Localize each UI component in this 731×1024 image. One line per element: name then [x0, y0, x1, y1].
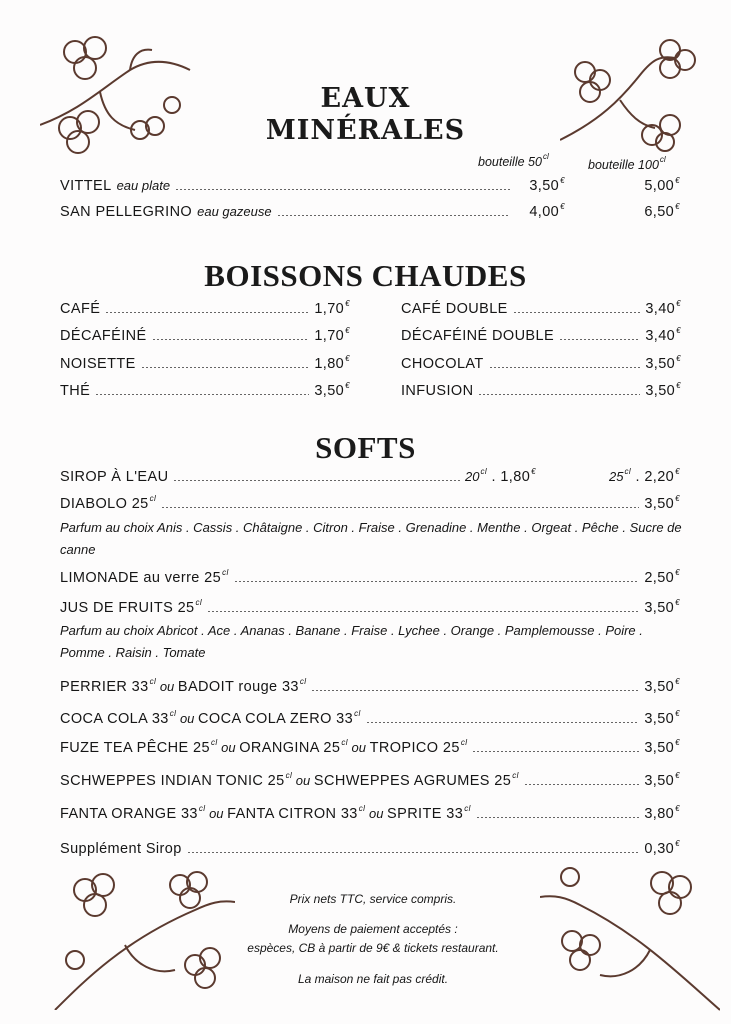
- menu-item-boisson-chaude: [401, 354, 681, 372]
- price-value: 3,40: [645, 328, 676, 344]
- item-price: [645, 326, 681, 344]
- currency-symbol: €: [675, 677, 680, 686]
- currency-symbol: €: [345, 326, 350, 335]
- price-value: 3,50: [644, 679, 675, 695]
- item-name-part: COCA COLA ZERO 33: [198, 711, 354, 727]
- item-name: INFUSION: [401, 383, 474, 399]
- item-flavours: Parfum au choix Abricot . Ace . Ananas . Banane . Fraise . Lychee . Orange . Pamplemousse . Poire . Pomme . Raisin . Tomate: [60, 623, 643, 660]
- price-value: 1,70: [314, 301, 345, 317]
- menu-item-soft: [60, 738, 680, 756]
- price-value: 6,50: [644, 204, 675, 220]
- currency-symbol: €: [560, 202, 565, 211]
- price-value: 3,50: [644, 740, 675, 756]
- price-value: 0,30: [644, 841, 675, 857]
- dot-leader: [173, 480, 460, 481]
- item-name-part: SCHWEPPES AGRUMES 25: [313, 773, 512, 789]
- column-header-50cl: bouteille $50^{cl}$: [478, 152, 549, 169]
- menu-item-boisson-chaude: [60, 381, 350, 399]
- price-value: 3,50: [644, 711, 675, 727]
- item-name-part: cl: [198, 804, 206, 813]
- price-value: 3,50: [314, 383, 345, 399]
- price-value: 1,80: [314, 356, 345, 372]
- item-name-part: ou: [217, 740, 240, 755]
- item-name: [60, 841, 182, 857]
- column-header-100cl: bouteille $100^{cl}$: [588, 155, 666, 172]
- item-name-part: BADOIT rouge 33: [177, 679, 299, 695]
- item-price: [645, 354, 681, 372]
- item-name: NOISETTE: [60, 356, 136, 372]
- item-price: [565, 202, 680, 220]
- dot-leader: [141, 367, 310, 368]
- item-name-part: ORANGINA 25: [239, 740, 341, 756]
- item-name: DÉCAFÉINÉ DOUBLE: [401, 328, 555, 344]
- currency-symbol: €: [675, 771, 680, 780]
- item-name-part: FANTA CITRON 33: [227, 806, 358, 822]
- item-price: [565, 176, 680, 194]
- currency-symbol: €: [560, 176, 565, 185]
- item-name: VITTEL: [60, 178, 112, 194]
- item-name: [60, 598, 202, 616]
- item-flavours: Parfum au choix Anis . Cassis . Châtaigne . Citron . Fraise . Grenadine . Menthe . Orgeat . Pêche . Sucre de canne: [60, 520, 682, 557]
- item-name: [60, 804, 471, 822]
- item-price: [515, 202, 565, 220]
- item-name-part: cl: [285, 771, 293, 780]
- item-name: [60, 709, 361, 727]
- item-name-part: cl: [149, 494, 157, 503]
- item-name-part: TROPICO 25: [369, 740, 460, 756]
- menu-item-soft: [60, 494, 680, 512]
- item-name-part: ou: [347, 740, 370, 755]
- item-price: [644, 771, 680, 789]
- footer-payment-methods: espèces, CB à partir de 9€ & tickets restaurant.: [247, 941, 499, 955]
- item-description: eau gazeuse: [197, 204, 272, 219]
- menu-item-soft: [60, 839, 680, 857]
- menu-item-soft: [60, 709, 680, 727]
- dot-leader: [207, 611, 639, 612]
- item-name: [60, 771, 519, 789]
- item-name-part: ou: [205, 806, 228, 821]
- item-price: [644, 738, 680, 756]
- price-value: 5,00: [644, 178, 675, 194]
- item-name: [60, 494, 156, 512]
- price-value: 1,70: [314, 328, 345, 344]
- currency-symbol: €: [675, 568, 680, 577]
- price-value: 2,50: [644, 570, 675, 586]
- item-name-part: ou: [176, 711, 199, 726]
- item-name-part: cl: [210, 738, 218, 747]
- dot-leader: [105, 312, 309, 313]
- dot-leader: [366, 722, 640, 723]
- menu-item-soft: [60, 677, 680, 695]
- section-title-eaux-line1: EAUX: [320, 83, 411, 114]
- price-value: 3,40: [645, 301, 676, 317]
- currency-symbol: €: [675, 738, 680, 747]
- item-name-part: cl: [149, 677, 157, 686]
- item-price: [644, 839, 680, 857]
- item-name: THÉ: [60, 383, 91, 399]
- item-name: CAFÉ DOUBLE: [401, 301, 508, 317]
- item-name-part: cl: [354, 709, 361, 718]
- dot-leader: [478, 394, 640, 395]
- price-value: 3,80: [644, 806, 675, 822]
- item-name: SAN PELLEGRINO: [60, 204, 193, 220]
- item-name-part: cl: [169, 709, 177, 718]
- currency-symbol: €: [345, 354, 350, 363]
- price-value: 4,00: [529, 204, 560, 220]
- currency-symbol: €: [675, 804, 680, 813]
- menu-item-boisson-chaude: [401, 299, 681, 317]
- footer-credit-note: La maison ne fait pas crédit.: [297, 972, 449, 986]
- menu-item-soft: [60, 804, 680, 822]
- item-price: [515, 176, 565, 194]
- item-name-part: JUS DE FRUITS 25: [60, 600, 195, 616]
- currency-symbol: €: [676, 326, 681, 335]
- item-price: [314, 299, 350, 317]
- currency-symbol: €: [675, 494, 680, 503]
- item-name-part: FANTA ORANGE 33: [60, 806, 198, 822]
- dot-leader: [513, 312, 641, 313]
- dot-leader: [187, 852, 640, 853]
- dot-leader: [161, 507, 639, 508]
- item-name-part: COCA COLA 33: [60, 711, 169, 727]
- item-name: [60, 677, 306, 695]
- footer-prices-note: Prix nets TTC, service compris.: [289, 892, 457, 906]
- item-name: CHOCOLAT: [401, 356, 484, 372]
- item-price: [644, 804, 680, 822]
- item-price: [645, 381, 681, 399]
- dot-leader: [489, 367, 641, 368]
- item-name-part: ou: [292, 773, 314, 788]
- item-name-part: DIABOLO 25: [60, 496, 149, 512]
- item-description: eau plate: [116, 178, 171, 193]
- section-title-softs: SOFTS: [315, 430, 416, 465]
- menu-item-soft: [60, 568, 680, 586]
- item-name-part: cl: [195, 598, 203, 607]
- currency-symbol: €: [675, 202, 680, 211]
- item-name-part: Supplément Sirop: [60, 841, 182, 857]
- currency-symbol: €: [676, 299, 681, 308]
- item-name: SIROP À L'EAU: [60, 469, 169, 485]
- item-name-part: cl: [222, 568, 229, 577]
- section-title-eaux-line2: MINÉRALES: [265, 115, 466, 146]
- currency-symbol: €: [675, 176, 680, 185]
- item-price: [314, 354, 350, 372]
- item-name-part: cl: [460, 738, 468, 747]
- menu-item-boisson-chaude: [401, 381, 681, 399]
- item-price: [644, 568, 680, 586]
- menu-item-soft: [60, 598, 680, 616]
- item-price-25cl: $25^{cl}$ . 2,20€: [608, 467, 680, 485]
- item-price: [644, 677, 680, 695]
- item-name: DÉCAFÉINÉ: [60, 328, 147, 344]
- price-value: 3,50: [645, 356, 676, 372]
- item-price: [314, 381, 350, 399]
- item-name: [60, 738, 467, 756]
- item-name-part: SPRITE 33: [387, 806, 464, 822]
- menu-item-soft: [60, 771, 680, 789]
- item-price: [314, 326, 350, 344]
- price-value: 3,50: [644, 496, 675, 512]
- dot-leader: [559, 339, 640, 340]
- item-name-part: LIMONADE au verre 25: [60, 570, 222, 586]
- menu-item-eau: [60, 202, 680, 220]
- dot-leader: [175, 189, 510, 190]
- item-price-20cl: $20^{cl}$ . 1,80€: [465, 467, 537, 485]
- item-price: [644, 709, 680, 727]
- dot-leader: [277, 215, 510, 216]
- item-name-part: SCHWEPPES INDIAN TONIC 25: [60, 773, 285, 789]
- item-name-part: ou: [365, 806, 388, 821]
- currency-symbol: €: [676, 354, 681, 363]
- dot-leader: [524, 784, 640, 785]
- dot-leader: [476, 817, 640, 818]
- item-name-part: cl: [512, 771, 519, 780]
- price-value: 3,50: [645, 383, 676, 399]
- item-name-part: PERRIER 33: [60, 679, 149, 695]
- currency-symbol: €: [345, 381, 350, 390]
- dot-leader: [472, 751, 639, 752]
- currency-symbol: €: [345, 299, 350, 308]
- item-name-part: cl: [341, 738, 348, 747]
- item-name-part: cl: [464, 804, 471, 813]
- item-name-part: ou: [156, 679, 178, 694]
- price-value: 3,50: [529, 178, 560, 194]
- item-name-part: cl: [299, 677, 307, 686]
- dot-leader: [95, 394, 309, 395]
- menu-item-boisson-chaude: [60, 326, 350, 344]
- item-price: [644, 598, 680, 616]
- section-title-boissons-chaudes: BOISSONS CHAUDES: [204, 258, 527, 293]
- currency-symbol: €: [675, 598, 680, 607]
- dot-leader: [311, 690, 639, 691]
- footer-payment-title: Moyens de paiement acceptés :: [288, 922, 458, 936]
- item-price: [645, 299, 681, 317]
- item-price: [644, 494, 680, 512]
- price-value: 3,50: [644, 600, 675, 616]
- price-value: 3,50: [644, 773, 675, 789]
- item-name: [60, 568, 229, 586]
- currency-symbol: €: [675, 709, 680, 718]
- menu-item-boisson-chaude: [60, 299, 350, 317]
- menu-item-boisson-chaude: [401, 326, 681, 344]
- dot-leader: [234, 581, 640, 582]
- menu-item-eau: [60, 176, 680, 194]
- item-name-part: FUZE TEA PÊCHE 25: [60, 740, 210, 756]
- menu-item-sirop: [60, 467, 680, 485]
- currency-symbol: €: [675, 839, 680, 848]
- item-name-part: cl: [358, 804, 366, 813]
- menu-item-boisson-chaude: [60, 354, 350, 372]
- currency-symbol: €: [676, 381, 681, 390]
- item-name: CAFÉ: [60, 301, 101, 317]
- dot-leader: [152, 339, 310, 340]
